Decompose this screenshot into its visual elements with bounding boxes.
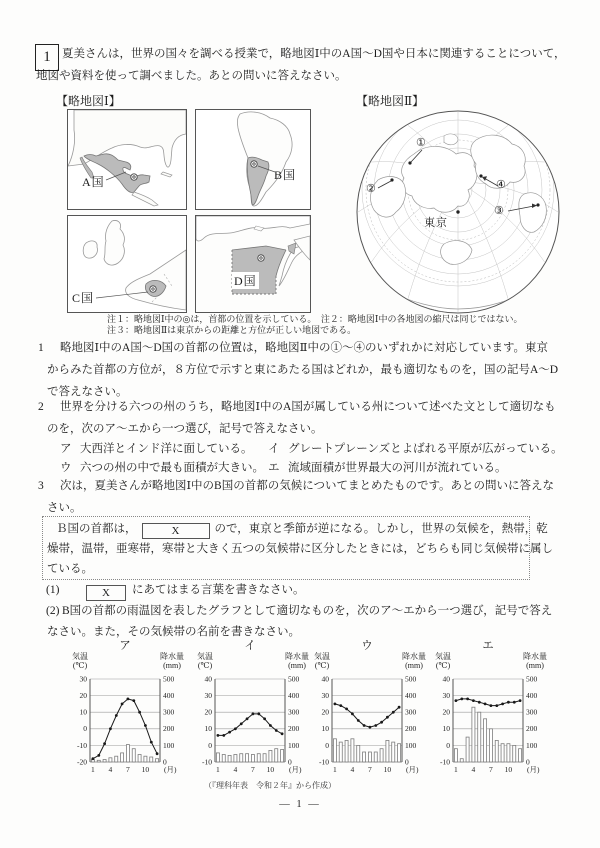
map-b-svg	[196, 110, 310, 209]
intro-line-2: 地図や資料を使って調べました。あとの問いに答えなさい。	[36, 70, 347, 82]
svg-text:20: 20	[204, 707, 212, 717]
temp-word: 気温	[197, 652, 213, 661]
continental-coast-outline	[126, 250, 186, 310]
temp-word: 気温	[72, 652, 88, 661]
svg-text:10: 10	[266, 765, 275, 774]
climograph-a-plot	[58, 673, 193, 785]
q2-option-a-text: 大西洋とインド洋に面している。	[80, 443, 253, 455]
capital-dot-1	[408, 161, 411, 164]
svg-text:200: 200	[526, 724, 538, 734]
svg-text:-10: -10	[77, 740, 87, 750]
capital-marker-a-outer	[131, 174, 137, 180]
svg-text:(月): (月)	[406, 765, 419, 774]
svg-text:0: 0	[405, 757, 409, 767]
q3-sub2-line-2: なさい。また，その気候帯の名前を書きなさい。	[47, 626, 300, 638]
svg-text:500: 500	[163, 674, 175, 684]
precip-word: 降水量	[160, 652, 184, 661]
summary-line-1	[56, 522, 548, 539]
temp-axis-label	[425, 652, 461, 670]
blank-x-box-small: X	[86, 585, 126, 601]
precip-axis-label	[515, 652, 555, 670]
climograph-e-label: エ	[482, 640, 494, 652]
q3-sub2-number: (2)	[46, 605, 60, 617]
svg-text:4: 4	[233, 765, 238, 774]
svg-text:40: 40	[321, 674, 329, 684]
q2-option-c-kana: ウ	[60, 462, 72, 474]
climograph-u-label: ウ	[361, 640, 373, 652]
svg-text:0: 0	[446, 740, 450, 750]
temp-unit: (℃)	[197, 661, 213, 670]
map2-azimuthal	[348, 102, 568, 322]
capital-marker-d-outer	[258, 255, 264, 261]
svg-text:100: 100	[405, 740, 417, 750]
precip-unit: (mm)	[526, 661, 544, 670]
intro-line-1: 夏美さんは，世界の国々を調べる授業で，略地図Ⅰ中のA国～D国や日本に関連することについて，	[62, 48, 566, 60]
svg-text:40: 40	[442, 674, 450, 684]
svg-text:10: 10	[383, 765, 392, 774]
svg-text:7: 7	[126, 765, 130, 774]
q3-sub1-text: にあてはまる言葉を書きなさい。	[132, 584, 305, 596]
svg-text:-20: -20	[77, 757, 87, 767]
svg-text:(月): (月)	[289, 765, 302, 774]
svg-text:0: 0	[163, 757, 167, 767]
temp-word: 気温	[435, 652, 451, 661]
question-number-box: 1	[35, 44, 59, 71]
climograph-u	[300, 637, 435, 792]
capital-marker-b-outer	[251, 161, 257, 167]
country-b-label: B国	[274, 168, 297, 182]
svg-text:10: 10	[204, 724, 212, 734]
svg-text:200: 200	[288, 724, 300, 734]
temp-unit: (℃)	[72, 661, 88, 670]
summary-pre: Ｂ国の首都は，	[56, 523, 137, 535]
capital-dot-3	[536, 203, 539, 206]
country-c-label: C国	[72, 291, 95, 305]
great-britain-outline	[104, 220, 124, 265]
q2-line-1: 世界を分ける六つの州のうち，略地図Ⅰ中のA国が属している州について述べた文として適切なも	[60, 401, 556, 413]
map2-svg	[348, 102, 568, 322]
south-america-outline	[237, 112, 292, 206]
summary-line-2: 燥帯，温帯，亜寒帯，寒帯と大きく五つの気候帯に区分したときには，どちらも同じ気候帯に属し	[47, 543, 553, 555]
q2-option-d-text: 流域面積が世界最大の河川が流れている。	[288, 462, 507, 474]
map2-title: 【略地図Ⅱ】	[356, 94, 425, 108]
q1-number: 1	[38, 342, 44, 354]
q3-sub2-line-1: B国の首都の雨温図を表したグラフとして適切なものを，次のア～エから一つ選び，記号で答え	[62, 605, 553, 617]
q1-line-3: で答えなさい。	[47, 386, 128, 398]
q2-option-c-text: 六つの州の中で最も面積が大きい。	[80, 462, 264, 474]
svg-text:0: 0	[208, 740, 212, 750]
temp-word: 気温	[314, 652, 330, 661]
capital-dot-2	[390, 178, 393, 181]
svg-text:300: 300	[526, 707, 538, 717]
svg-text:7: 7	[489, 765, 493, 774]
svg-text:30: 30	[79, 674, 87, 684]
climograph-a	[58, 637, 193, 792]
map-box-country-c	[67, 215, 187, 313]
blank-x-box: X	[142, 523, 210, 539]
map2-point-3-label: ③	[494, 205, 504, 217]
cuba-outline	[161, 172, 172, 177]
svg-text:0: 0	[325, 740, 329, 750]
svg-text:(月): (月)	[164, 765, 177, 774]
precip-word: 降水量	[285, 652, 309, 661]
map2-point-1-label: ①	[416, 137, 426, 149]
q2-option-a-kana: ア	[60, 443, 72, 455]
temp-axis-label	[62, 652, 98, 670]
svg-text:300: 300	[163, 707, 175, 717]
svg-text:20: 20	[321, 707, 329, 717]
svg-text:1: 1	[216, 765, 220, 774]
q2-number: 2	[38, 401, 44, 413]
svg-text:10: 10	[79, 707, 87, 717]
svg-text:400: 400	[526, 691, 538, 700]
capital-marker-c-outer	[150, 286, 156, 292]
svg-text:1: 1	[454, 765, 458, 774]
q2-option-b-kana: イ	[268, 443, 280, 455]
svg-text:40: 40	[204, 674, 212, 684]
svg-text:(月): (月)	[527, 765, 540, 774]
svg-text:200: 200	[163, 724, 175, 734]
precip-word: 降水量	[523, 652, 547, 661]
svg-text:0: 0	[83, 724, 87, 734]
svg-text:0: 0	[288, 757, 292, 767]
climograph-e-plot	[421, 673, 556, 785]
svg-text:10: 10	[321, 724, 329, 734]
map-d-svg	[196, 216, 310, 312]
tokyo-dot	[456, 210, 459, 213]
climate-summary-box	[42, 516, 553, 580]
svg-text:-10: -10	[440, 757, 450, 767]
q3-line-1: 次は，夏美さんが略地図Ⅰ中のB国の首都の気候についてまとめたものです。あとの問いに答えな	[60, 480, 555, 492]
climograph-e	[421, 637, 556, 792]
svg-text:20: 20	[442, 707, 450, 717]
greenland-outline	[444, 134, 458, 145]
summary-line-3: ている。	[47, 563, 93, 575]
north-america-outline	[68, 110, 186, 167]
svg-text:1: 1	[333, 765, 337, 774]
precip-unit: (mm)	[288, 661, 306, 670]
q3-sub1-number: (1)	[46, 584, 60, 596]
map-note-row-2: 注３：略地図Ⅱは東京からの距離と方位が正しい地図である。	[107, 325, 357, 335]
svg-text:10: 10	[504, 765, 513, 774]
svg-text:4: 4	[471, 765, 476, 774]
q3-line-2: さい。	[47, 502, 82, 514]
svg-text:30: 30	[442, 691, 450, 700]
svg-text:-10: -10	[202, 757, 212, 767]
svg-text:30: 30	[321, 691, 329, 700]
svg-text:300: 300	[405, 707, 417, 717]
svg-text:400: 400	[405, 691, 417, 700]
map-a-svg	[68, 110, 186, 209]
svg-text:10: 10	[141, 765, 150, 774]
map-note-row-1: 注１：略地図Ⅰ中の◎は，首都の位置を示している。 注２：略地図Ⅰ中の各地図の縮尺は同じではない。	[107, 314, 523, 324]
ireland-outline	[83, 241, 97, 258]
summary-post: ので，東京と季節が逆になる。しかし，世界の気候を，熱帯，乾	[214, 523, 548, 535]
q3-sub1-blank-box	[86, 581, 126, 601]
svg-text:7: 7	[251, 765, 255, 774]
capital-dot-4	[479, 174, 482, 177]
q1-line-2: からみた首都の方位が，８方位で示すと東にあたる国はどれか，最も適切なものを，国の記号A～D	[47, 364, 559, 376]
temp-axis-label	[187, 652, 223, 670]
country-d-label: D国	[234, 274, 257, 288]
svg-text:100: 100	[163, 740, 175, 750]
map-box-country-d	[195, 215, 311, 313]
svg-text:100: 100	[526, 740, 538, 750]
svg-text:0: 0	[526, 757, 530, 767]
map2-point-4-label: ④	[496, 179, 506, 191]
svg-text:300: 300	[288, 707, 300, 717]
climograph-a-label: ア	[119, 640, 131, 652]
precip-word: 降水量	[402, 652, 426, 661]
svg-text:7: 7	[368, 765, 372, 774]
q2-option-b-text: グレートプレーンズとよばれる平原が広がっている。	[288, 443, 563, 455]
tokyo-label: 東京	[424, 217, 448, 229]
q3-number: 3	[38, 480, 44, 492]
country-a-label: A国	[82, 175, 105, 189]
map-box-country-b	[195, 109, 311, 210]
svg-text:100: 100	[288, 740, 300, 750]
source-note: （『理科年表 令和２年』から作成）	[204, 781, 336, 790]
temp-unit: (℃)	[314, 661, 330, 670]
page-number: ― 1 ―	[279, 799, 321, 810]
svg-text:500: 500	[405, 674, 417, 684]
svg-text:10: 10	[442, 724, 450, 734]
map2-point-2-label: ②	[366, 183, 376, 195]
svg-text:30: 30	[204, 691, 212, 700]
q1-line-1: 略地図Ⅰ中のA国～D国の首都の位置は，略地図Ⅱ中の①～④のいずれかに対応しています。東京	[60, 342, 549, 354]
svg-text:200: 200	[405, 724, 417, 734]
q2-line-2: のを，次のア～エから一つ選び，記号で答えなさい。	[47, 423, 323, 435]
svg-text:4: 4	[350, 765, 355, 774]
svg-text:-10: -10	[319, 757, 329, 767]
map-box-country-a	[67, 109, 187, 210]
svg-text:20: 20	[79, 691, 87, 700]
climograph-i-label: イ	[244, 640, 256, 652]
precip-unit: (mm)	[163, 661, 181, 670]
svg-text:4: 4	[108, 765, 113, 774]
climograph-i	[183, 637, 318, 792]
svg-text:500: 500	[288, 674, 300, 684]
map1-title: 【略地図Ⅰ】	[56, 94, 121, 108]
temp-axis-label	[304, 652, 340, 670]
climograph-u-plot	[300, 673, 435, 785]
svg-text:400: 400	[288, 691, 300, 700]
climograph-i-plot	[183, 673, 318, 785]
precip-unit: (mm)	[405, 661, 423, 670]
svg-text:500: 500	[526, 674, 538, 684]
central-america-outline	[132, 192, 158, 206]
q2-option-d-kana: エ	[268, 462, 280, 474]
svg-text:1: 1	[91, 765, 95, 774]
temp-unit: (℃)	[435, 661, 451, 670]
svg-text:400: 400	[163, 691, 175, 700]
